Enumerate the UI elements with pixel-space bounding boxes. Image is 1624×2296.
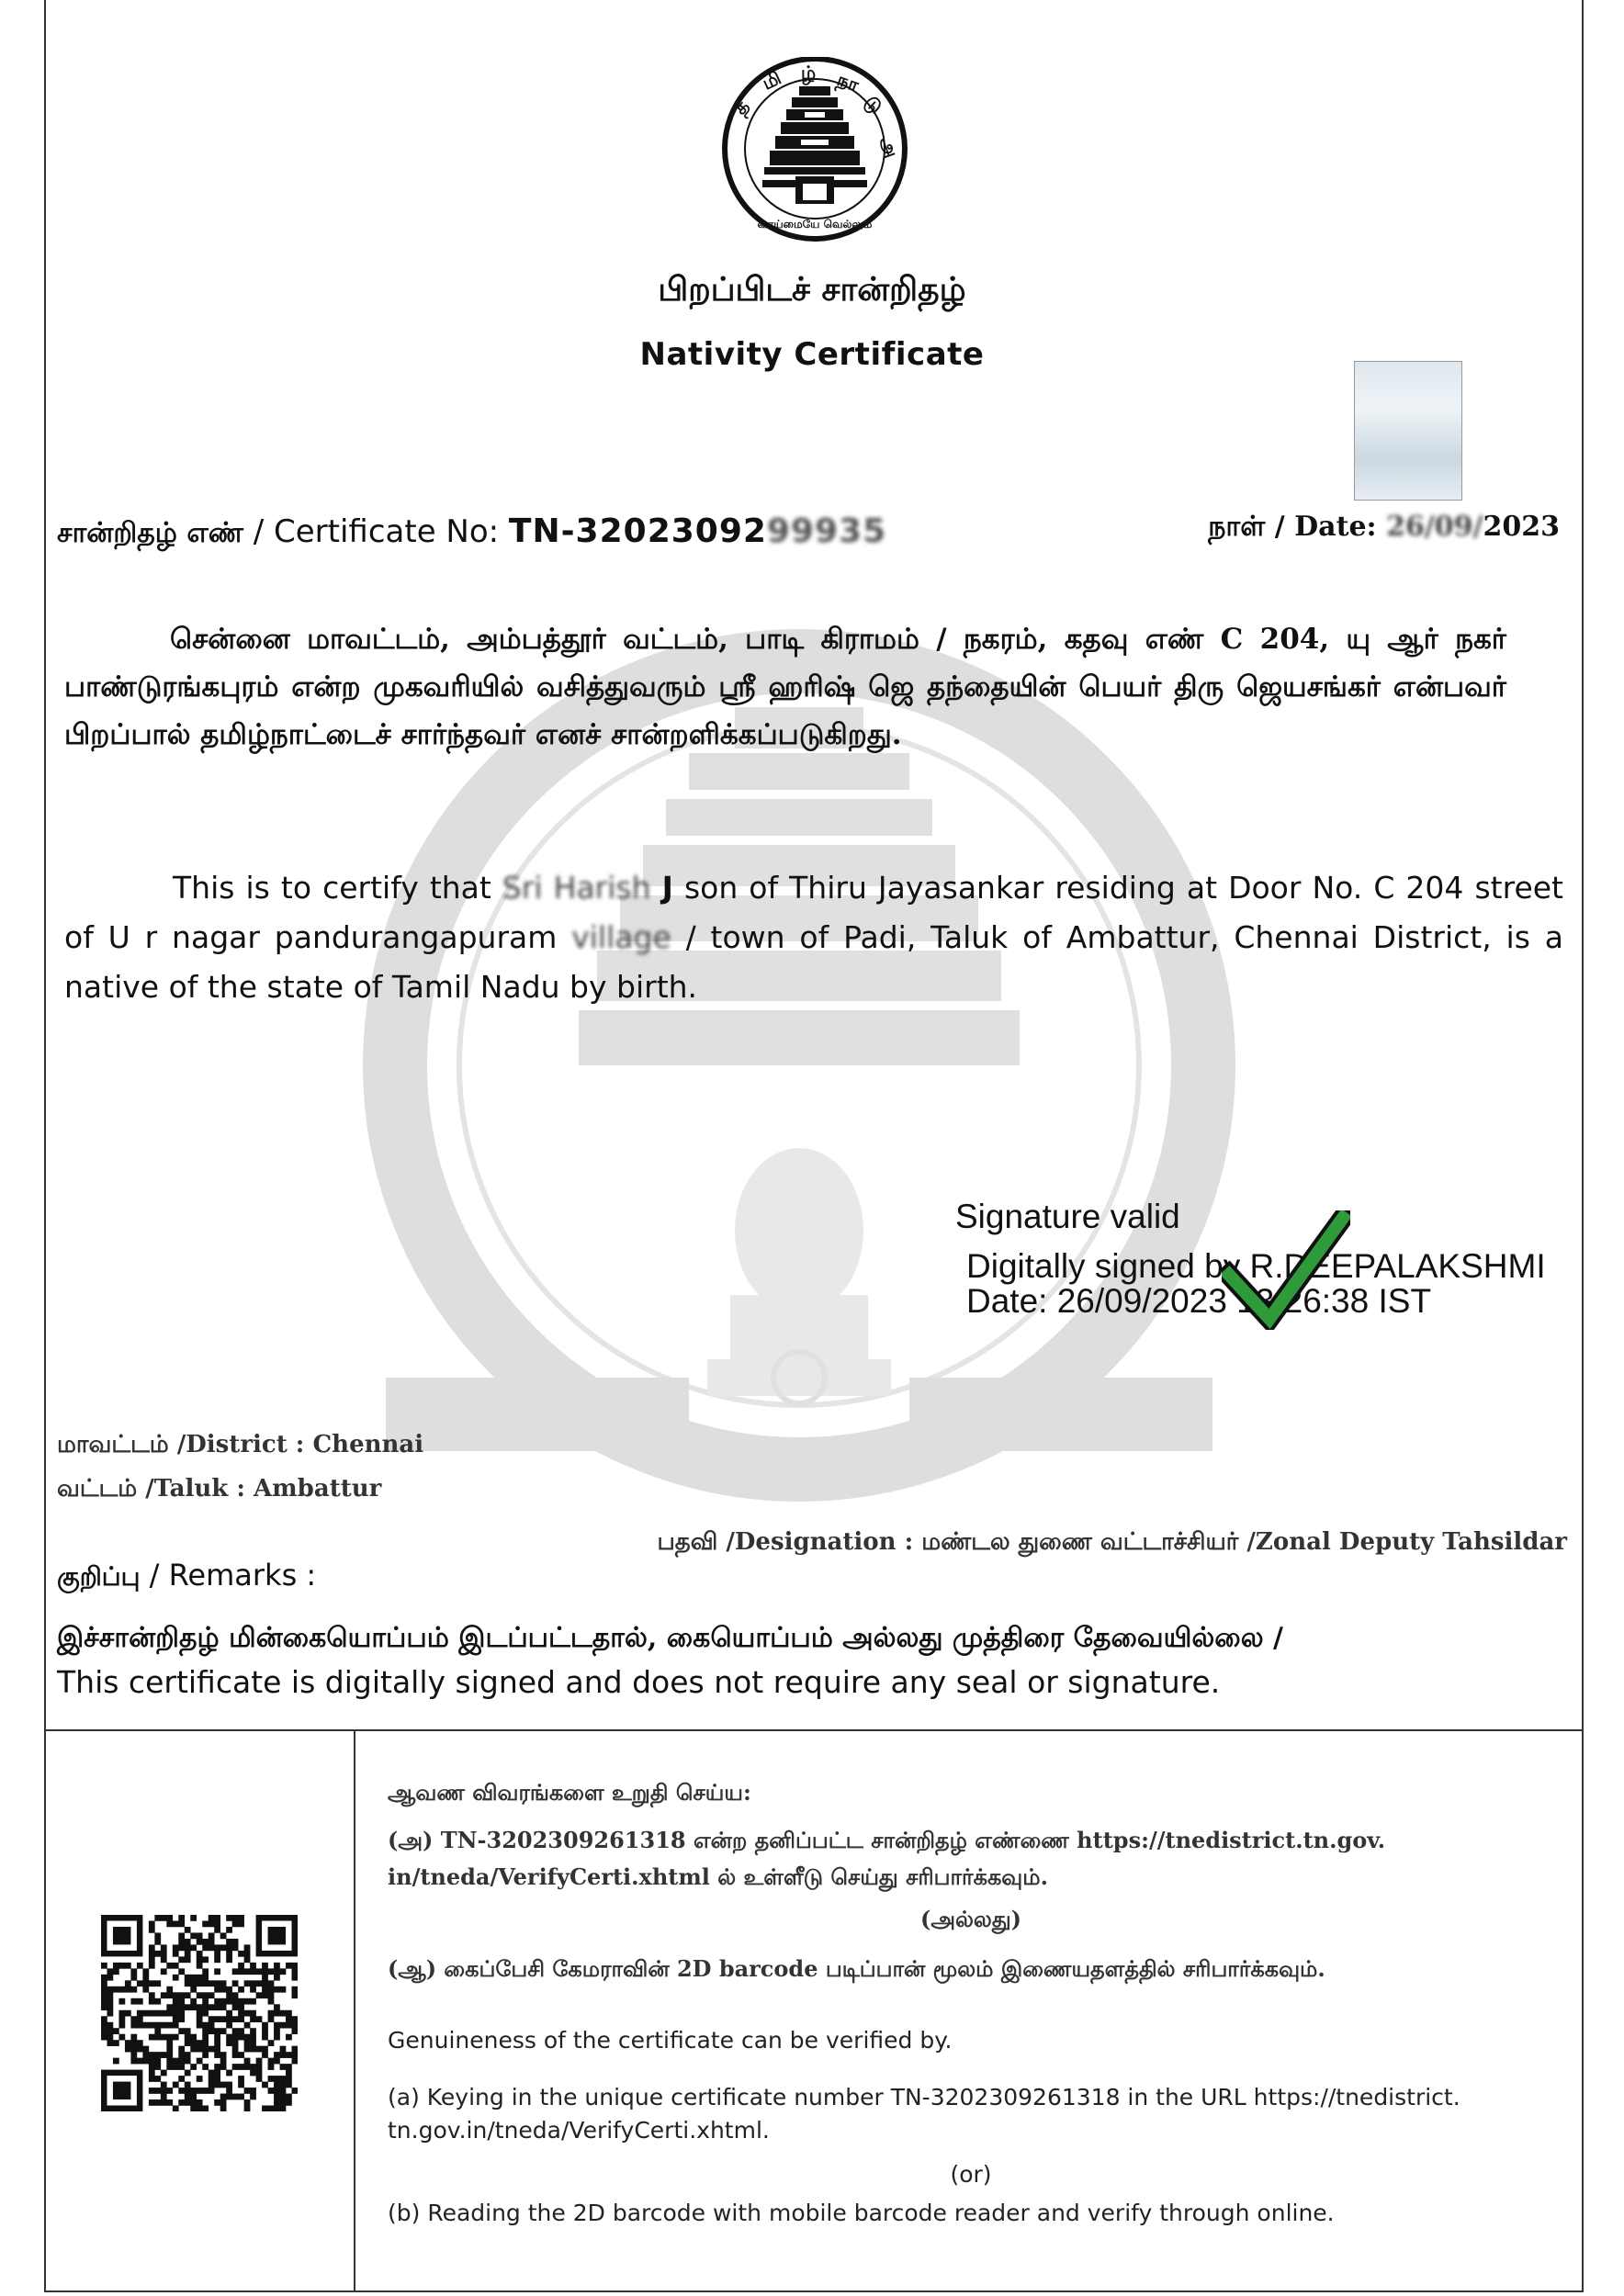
- para-en-pre: This is to certify that: [173, 870, 491, 906]
- svg-text:ழ்: ழ்: [801, 62, 817, 84]
- svg-text:த: த: [728, 95, 754, 119]
- designation-label: பதவி /Designation: [657, 1528, 897, 1556]
- remarks-separator: /: [149, 1558, 160, 1593]
- designation-line: [657, 1528, 1567, 1559]
- taluk-value: Ambattur: [253, 1475, 382, 1503]
- svg-text:அ: அ: [875, 133, 904, 161]
- verify-or-tamil: (அல்லது): [919, 1906, 1022, 1932]
- green-checkmark-icon: [1222, 1210, 1350, 1330]
- svg-text:வாய்மையே வெல்லும்: வாய்மையே வெல்லும்: [757, 218, 873, 231]
- svg-text:டு: டு: [860, 90, 888, 118]
- certificate-label-tamil: சான்றிதழ் எண்: [57, 517, 243, 549]
- verify-heading-english: Genuineness of the certificate can be verified by.: [388, 2027, 953, 2054]
- applicant-name-obscured: Sri Harish: [502, 870, 651, 906]
- date-line: [1208, 511, 1560, 546]
- taluk-colon: :: [236, 1475, 245, 1503]
- footer-divider: [44, 1729, 1584, 1731]
- para-en-post: son of Thiru Jayasankar residing at Door No. C 204 street of U r nagar pandurangapuram: [64, 870, 1563, 955]
- taluk-label: வட்டம் /Taluk: [57, 1475, 229, 1503]
- district-value: Chennai: [312, 1431, 424, 1458]
- signature-date: Date: 26/09/2023 13:26:38 IST: [966, 1282, 1432, 1320]
- certification-paragraph-tamil: சென்னை மாவட்டம், அம்பத்தூர் வட்டம், பாடி கிராமம் / நகரம், கதவு எண் C 204, யு ஆர் நகர் பாண்டுரங்கபுரம் என்ற முகவரியில் வசித்துவரும் ஸ்ரீ ஹரிஷ் ஜெ தந்தையின் பெயர் திரு ஜெயசங்கர் என்பவர் பிறப்பால் தமிழ்நாட்டைச் சார்ந்தவர் எனச் சான்றளிக்கப்படுகிறது.: [64, 623, 1506, 751]
- certificate-number: TN-32023092: [508, 512, 767, 550]
- title-tamil: பிறப்பிடச் சான்றிதழ்: [658, 270, 966, 309]
- date-separator: /: [1274, 511, 1285, 543]
- date-label-tamil: நாள்: [1208, 511, 1266, 543]
- certificate-label-english: Certificate No:: [274, 513, 500, 550]
- certificate-number-obscured: 99935: [766, 512, 887, 550]
- taluk-line: [57, 1475, 381, 1505]
- district-label: மாவட்டம் /District: [57, 1431, 288, 1458]
- signature-status: Signature valid: [955, 1198, 1180, 1235]
- svg-text:நா: நா: [834, 68, 863, 96]
- signature-signed-by: Digitally signed by R.DEEPALAKSHMI: [966, 1247, 1546, 1285]
- para-en-obscured-word: village: [571, 919, 671, 955]
- svg-text:மி: மி: [758, 66, 784, 95]
- applicant-initial: J: [661, 870, 673, 906]
- certification-paragraph-english: [64, 863, 1563, 1012]
- date-year: 2023: [1483, 511, 1560, 543]
- certificate-label-separator: /: [253, 513, 265, 550]
- verify-heading-tamil: ஆவண விவரங்களை உறுதி செய்ய:: [388, 1779, 751, 1806]
- certificate-number-line: [57, 512, 886, 553]
- footer-column-divider: [354, 1730, 355, 2292]
- remarks-line: [57, 1558, 316, 1595]
- title-english: Nativity Certificate: [639, 336, 985, 373]
- remarks-label-tamil: குறிப்பு: [57, 1561, 141, 1592]
- remarks-label-english: Remarks :: [168, 1558, 317, 1593]
- date-label-english: Date:: [1294, 511, 1377, 543]
- digital-sign-note-english: This certificate is digitally signed and does not require any seal or signature.: [57, 1664, 1221, 1700]
- verify-option-b-english: (b) Reading the 2D barcode with mobile barcode reader and verify through online.: [388, 2200, 1335, 2226]
- tamil-nadu-state-emblem-icon: [709, 57, 920, 245]
- district-line: [57, 1431, 423, 1461]
- qr-code-icon[interactable]: [101, 1915, 298, 2111]
- date-obscured: 26/09/: [1386, 511, 1483, 543]
- verify-option-a-tamil: (அ) TN-3202309261318 என்ற தனிப்பட்ட சான்றிதழ் எண்ணை https://tnedistrict.tn.gov. in/tneda/VerifyCerti.xhtml ல் உள்ளீடு செய்து சரிபார்க்கவும்.: [388, 1827, 1386, 1890]
- verify-option-b-tamil: (ஆ) கைப்பேசி கேமராவின் 2D barcode படிப்பான் மூலம் இணையதளத்தில் சரிபார்க்கவும்.: [388, 1955, 1325, 1982]
- verify-or-english: (or): [950, 2161, 992, 2188]
- designation-value: மண்டல துணை வட்டாச்சியர் /Zonal Deputy Tahsildar: [921, 1528, 1567, 1556]
- applicant-photo: [1354, 361, 1462, 501]
- digital-sign-note-tamil: இச்சான்றிதழ் மின்கையொப்பம் இடப்பட்டதால், கையொப்பம் அல்லது முத்திரை தேவையில்லை /: [57, 1622, 1283, 1654]
- designation-colon: :: [904, 1528, 914, 1556]
- para-en-end: / town of Padi, Taluk of Ambattur, Chennai District, is a native of the state of Tamil Nadu by birth.: [64, 919, 1563, 1005]
- district-colon: :: [295, 1431, 305, 1458]
- verify-option-a-english: (a) Keying in the unique certificate number TN-3202309261318 in the URL https://tnedistrict. tn.gov.in/tneda/VerifyCerti.xhtml.: [388, 2084, 1460, 2144]
